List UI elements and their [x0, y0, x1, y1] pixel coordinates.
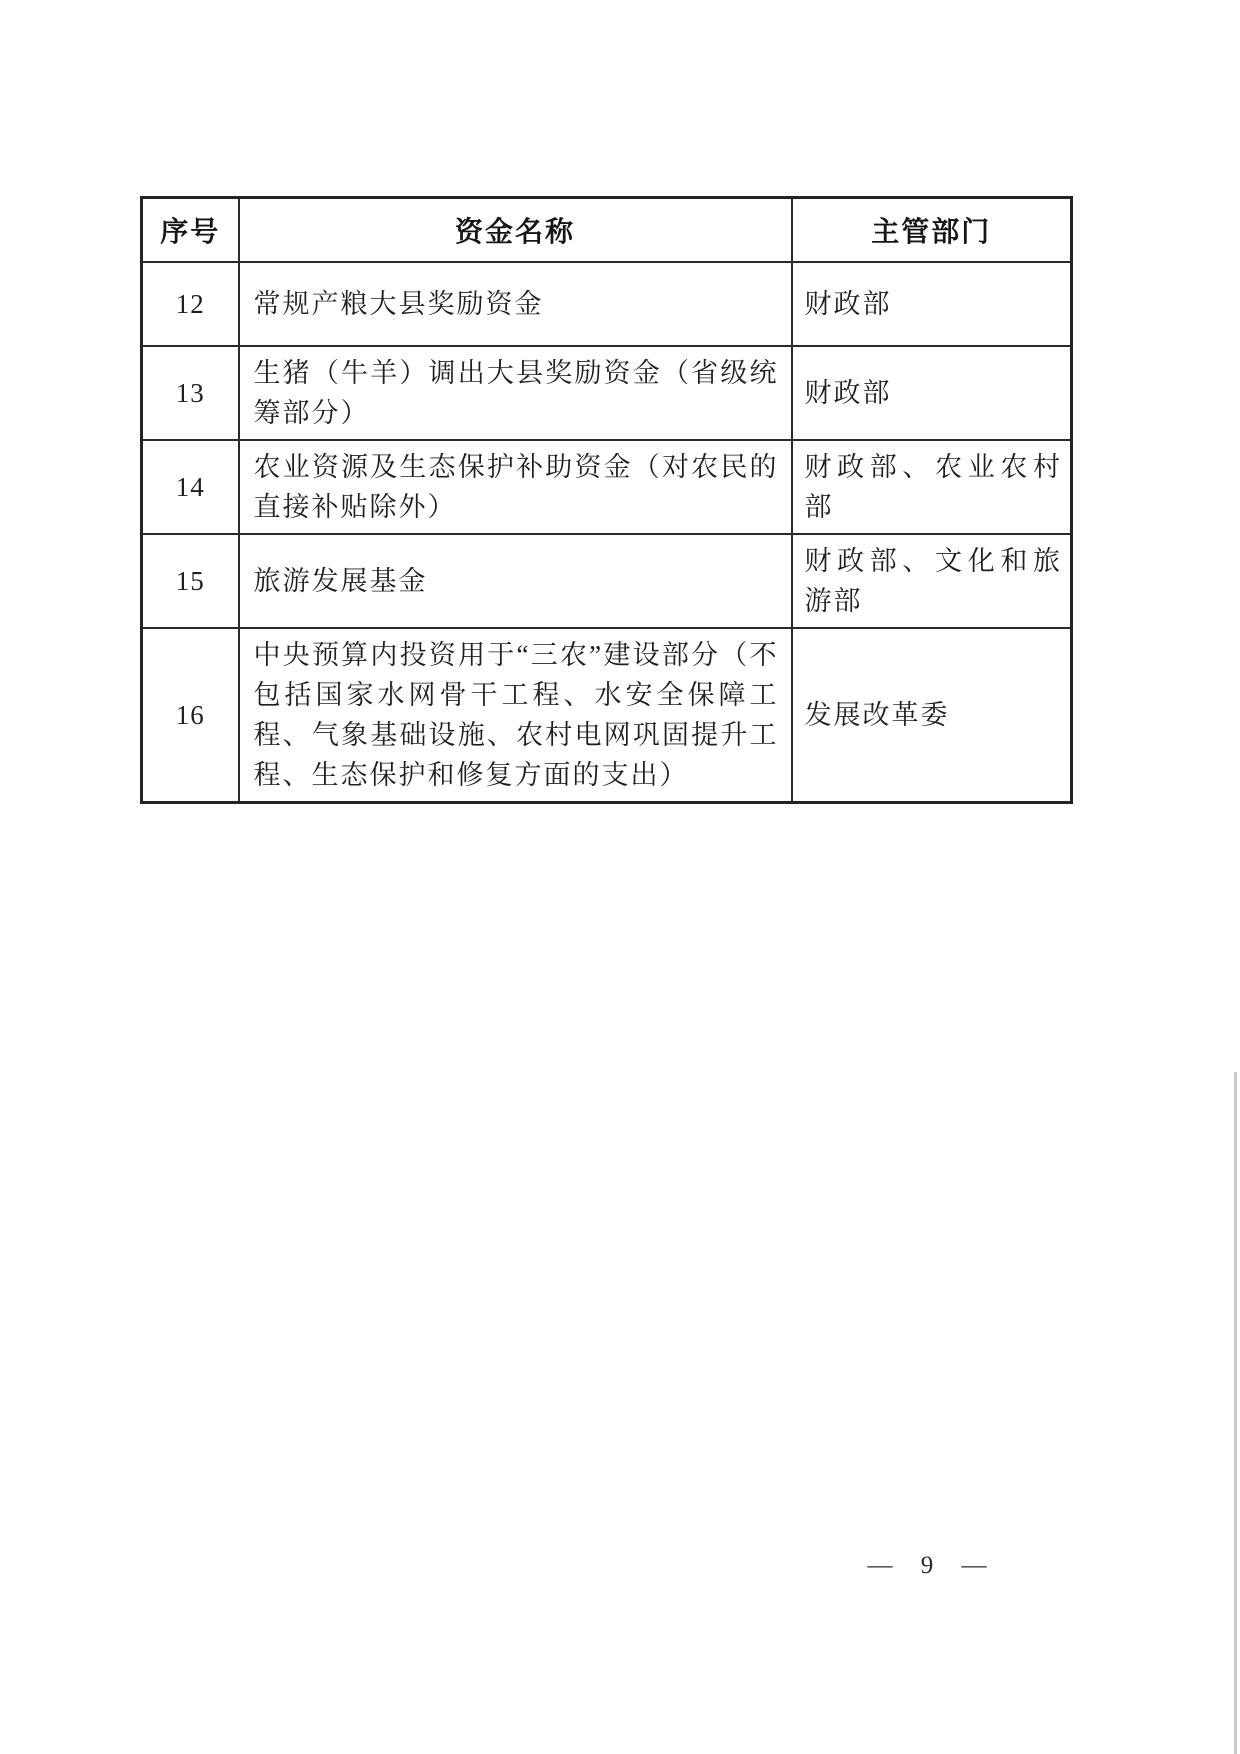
fund-name-cell: 农业资源及生态保护补助资金（对农民的直接补贴除外） — [239, 440, 792, 534]
fund-name-cell: 旅游发展基金 — [239, 534, 792, 628]
department-cell: 财政部 — [792, 262, 1072, 346]
fund-name-cell: 中央预算内投资用于“三农”建设部分（不包括国家水网骨干工程、水安全保障工程、气象基础设施、农村电网巩固提升工程、生态保护和修复方面的支出） — [239, 628, 792, 803]
header-department: 主管部门 — [792, 198, 1072, 263]
header-serial-number: 序号 — [142, 198, 239, 263]
table-row — [142, 262, 1072, 346]
table-row — [142, 628, 1072, 803]
serial-number-cell: 14 — [142, 440, 239, 534]
serial-number-cell: 13 — [142, 346, 239, 440]
table-row — [142, 534, 1072, 628]
department-cell: 财政部、农业农村部 — [792, 440, 1072, 534]
serial-number-cell: 15 — [142, 534, 239, 628]
fund-name-cell: 常规产粮大县奖励资金 — [239, 262, 792, 346]
scan-artifact-line — [1234, 1072, 1237, 1754]
header-fund-name: 资金名称 — [239, 198, 792, 263]
serial-number-cell: 16 — [142, 628, 239, 803]
page-number: — 9 — — [867, 1552, 989, 1579]
fund-table — [140, 196, 1073, 804]
department-cell: 发展改革委 — [792, 628, 1072, 803]
table-header-row — [142, 198, 1072, 263]
department-cell: 财政部 — [792, 346, 1072, 440]
serial-number-cell: 12 — [142, 262, 239, 346]
table-row — [142, 440, 1072, 534]
department-cell: 财政部、文化和旅游部 — [792, 534, 1072, 628]
fund-name-cell: 生猪（牛羊）调出大县奖励资金（省级统筹部分） — [239, 346, 792, 440]
table-row — [142, 346, 1072, 440]
